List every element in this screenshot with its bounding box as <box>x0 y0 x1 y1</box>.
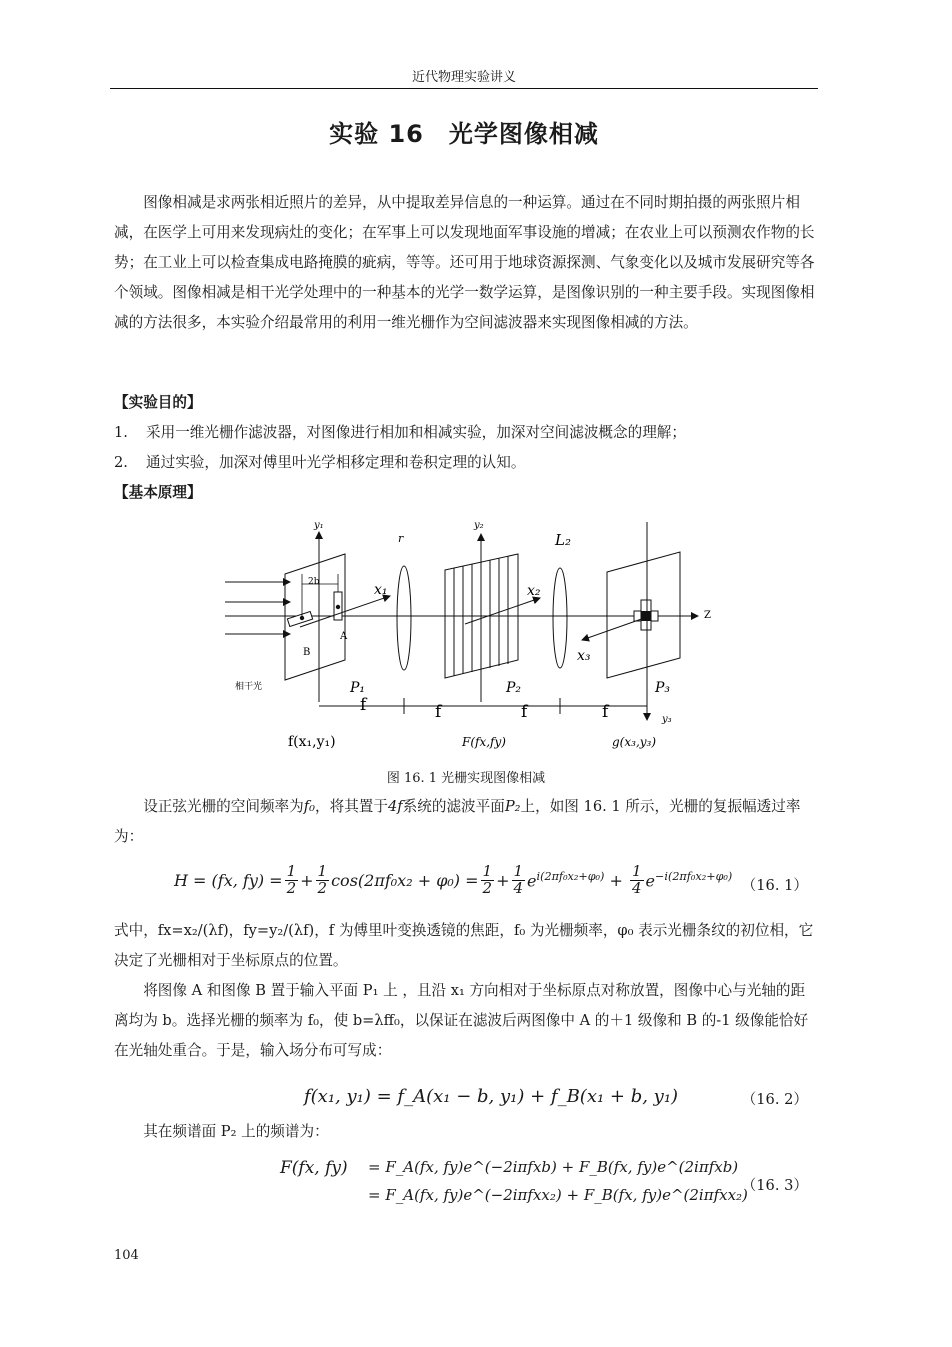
label-p3: P₃ <box>655 680 671 696</box>
definitions-block <box>114 916 818 1066</box>
eq-line-2: = F_A(fx, fy)e^(−2iπfxx₂) + F_B(fx, fy)e^(2iπfxx₂) <box>368 1186 748 1204</box>
x2-axis <box>465 598 540 624</box>
list-item <box>114 448 818 478</box>
list-number: 2. <box>114 454 128 471</box>
label-coherent-light: 相干光 <box>235 682 263 692</box>
running-head: 近代物理实验讲义 <box>411 70 516 85</box>
text-run: 上，如图 16. 1 所示，光栅的复振幅透过率为： <box>114 798 801 845</box>
eq-lhs: H = (fx, fy) = <box>174 870 283 890</box>
fraction: $\frac{1}{2}$ <box>317 862 328 897</box>
text-run: ，将其置于 <box>315 798 388 815</box>
intro-paragraph: 图像相减是求两张相近照片的差异，从中提取差异信息的一种运算。通过在不同时期拍摄的两张照片相减，在医学上可用来发现病灶的变化；在军事上可以发现地面军事设施的增减；在农业上可以预测农作物的长势；在工业上可以检查集成电路掩膜的疵病，等等。还可用于地球资源探测、气象变化以及城市发展研究等各个领域。图像相减是相干光学处理中的一种基本的光学一数学运算，是图像识别的一种主要手段。实现图像相减的方法很多，本实验介绍最常用的利用一维光栅作为空间滤波器来实现图像相减的方法。 <box>114 194 815 331</box>
equation-number: （16. 3） <box>741 1177 808 1194</box>
label-2b: 2b <box>308 577 320 587</box>
math-p2: P₂ <box>504 798 521 815</box>
image-a-dot <box>336 605 340 609</box>
figure-caption: 图 16. 1 光栅实现图像相减 <box>386 771 546 786</box>
label-focal-2: f <box>435 702 442 722</box>
label-output-function: g(x₃,y₃) <box>612 735 657 749</box>
page-number: 104 <box>114 1248 139 1263</box>
equation-number: （16. 2） <box>741 1091 808 1108</box>
fraction: $\frac{1}{4}$ <box>631 862 642 897</box>
eq-cos-term: cos(2πf₀x₂ + φ₀) = <box>331 870 479 890</box>
label-image-b: B <box>303 647 311 658</box>
focal-markers <box>319 698 647 714</box>
label-y1: y₁ <box>314 520 324 531</box>
spectrum-paragraph: 其在频谱面 P₂ 上的频谱为： <box>143 1123 329 1140</box>
text-run: 设正弦光栅的空间频率为 <box>143 798 304 815</box>
list-text: 采用一维光栅作滤波器，对图像进行相加和相减实验，加深对空间滤波概念的理解； <box>146 424 686 441</box>
section-heading-principle: 【基本原理】 <box>114 484 202 501</box>
label-x2: x₂ <box>527 583 541 599</box>
label-x3: x₃ <box>577 648 591 664</box>
fraction: $\frac{1}{2}$ <box>286 862 297 897</box>
label-focal-4: f <box>602 702 609 722</box>
label-z: Z <box>704 610 711 621</box>
grating-paragraph <box>114 792 818 852</box>
image-b-dot <box>300 616 304 620</box>
label-spectrum-function: F(fx,fy) <box>462 735 506 749</box>
purpose-block <box>114 388 818 508</box>
text-run: 系统的滤波平面 <box>402 798 505 815</box>
exponent: −i(2πf₀x₂+φ₀) <box>655 870 733 884</box>
label-p1: P₁ <box>350 680 366 696</box>
label-lens-r: r <box>398 532 404 545</box>
list-text: 通过实验，加深对傅里叶光学相移定理和卷积定理的认知。 <box>146 454 526 471</box>
list-number: 1. <box>114 424 128 441</box>
list-item <box>114 418 818 448</box>
eq-line-1: = F_A(fx, fy)e^(−2iπfxb) + F_B(fx, fy)e^(2iπfxb) <box>368 1158 739 1176</box>
fraction: $\frac{1}{2}$ <box>482 862 493 897</box>
label-image-a: A <box>340 631 348 642</box>
label-input-function: f(x₁,y₁) <box>288 734 336 750</box>
label-y2: y₂ <box>474 520 484 531</box>
lens-2 <box>553 568 567 668</box>
label-focal-3: f <box>521 702 528 722</box>
optical-setup-figure <box>210 512 730 762</box>
section-heading-purpose: 【实验目的】 <box>114 394 202 411</box>
fraction: $\frac{1}{4}$ <box>513 862 524 897</box>
intro-block <box>114 188 818 338</box>
x3-axis <box>582 616 650 640</box>
label-p2: P₂ <box>506 680 522 696</box>
label-lens-l2: L₂ <box>555 531 571 549</box>
exponent: i(2πf₀x₂+φ₀) <box>536 870 605 884</box>
math-4f: 4f <box>387 798 403 815</box>
label-y3: y₃ <box>662 714 672 725</box>
label-x1: x₁ <box>374 582 388 598</box>
grating-paragraph-block <box>114 792 818 852</box>
math-f0: f₀ <box>303 798 315 815</box>
page-title: 实验 16 光学图像相减 <box>329 120 599 148</box>
header-rule <box>110 88 818 89</box>
equation-body: H = (fx, fy) = $\frac{1}{2}$ + $\frac{1}{2}$ cos(2πf₀x₂ + φ₀) = $\frac{1}{2}$ + $\frac{1}{4}$ $e^{i(2\pi f_0x_2+\varphi_0)}$ + $\frac{1}{4}$ $e^{-i(2\pi f_0x_2+\varphi_0)}$ <box>174 862 733 897</box>
spectrum-block <box>114 1117 818 1147</box>
equation-number: （16. 1） <box>741 877 808 894</box>
label-focal-1: f <box>360 695 367 715</box>
lens-1 <box>397 566 411 670</box>
eq-lhs: F(fx, fy) <box>280 1158 348 1178</box>
equation-body: f(x₁, y₁) = f_A(x₁ − b, y₁) + f_B(x₁ + b, y₁) <box>304 1086 679 1107</box>
input-paragraph: 将图像 A 和图像 B 置于输入平面 P₁ 上 ，且沿 x₁ 方向相对于坐标原点对称放置，图像中心与光轴的距离均为 b。选择光栅的频率为 f₀，使 b=λff₀，以保证在滤波后两图像中 A 的＋1 级像和 B 的-1 级像能恰好在光轴处重合。于是，输入场分布可写成： <box>114 982 809 1059</box>
definitions-paragraph: 式中，fx=x₂/(λf)，fy=y₂/(λf)，f 为傅里叶变换透镜的焦距，f₀ 为光栅频率，φ₀ 表示光栅条纹的初位相，它决定了光栅相对于坐标原点的位置。 <box>114 922 814 969</box>
